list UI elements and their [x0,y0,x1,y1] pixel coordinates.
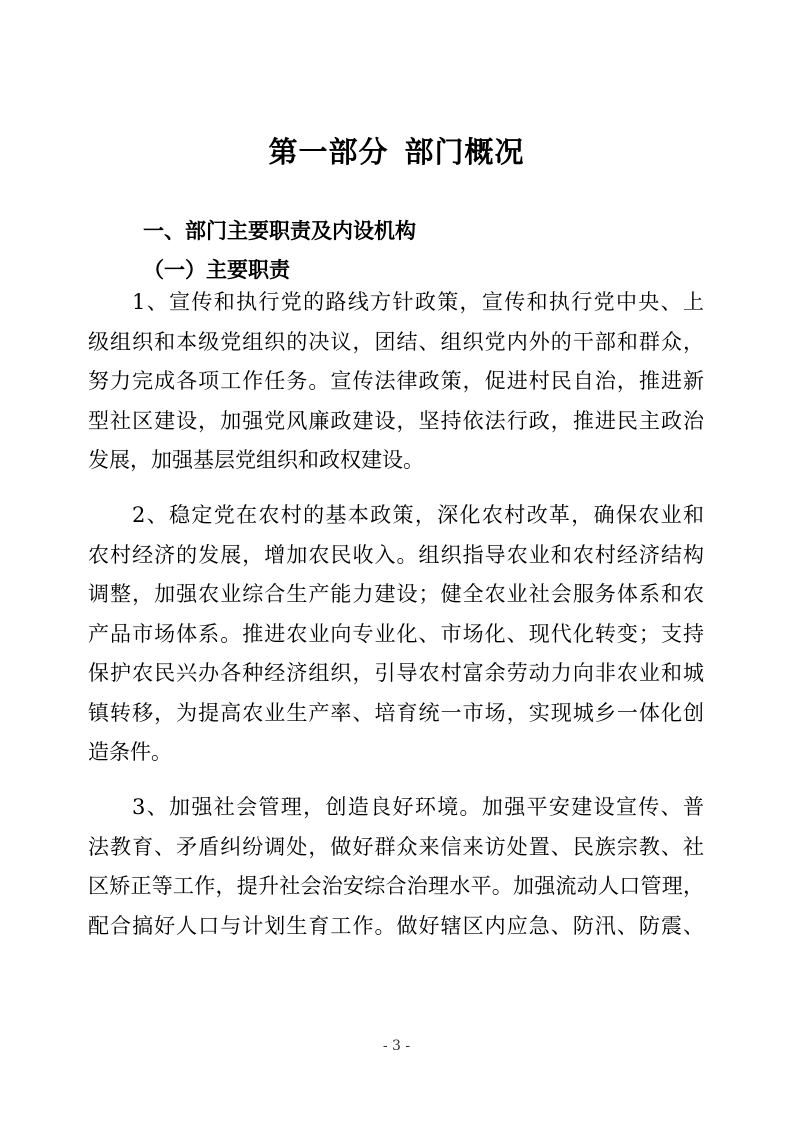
paragraph-line: 3、加强社会管理，创造良好环境。加强平安建设宣传、普 [132,795,704,819]
title-part-2: 部门概况 [404,135,525,169]
paragraph-2 [88,496,704,773]
paragraph-line: 2、稳定党在农村的基本政策，深化农村改革，确保农业和 [132,503,704,527]
page-number: - 3 - [382,1038,411,1054]
paragraph-line: 配合搞好人口与计划生育工作。做好辖区内应急、防汛、防震、 [88,913,704,938]
subsection-heading: （一）主要职责 [143,257,290,282]
paragraph-line: 镇转移，为提高农业生产率、培育统一市场，实现城乡一体化创 [88,700,704,725]
paragraph-3 [88,788,704,946]
paragraph-line: 发展，加强基层党组织和政权建设。 [88,448,424,472]
title-part-1: 第一部分 [268,135,389,169]
paragraph-line: 型社区建设，加强党风廉政建设，坚持依法行政，推进民主政治 [88,408,704,433]
paragraph-line: 调整，加强农业综合生产能力建设；健全农业社会服务体系和农 [88,582,704,606]
page-title [0,130,793,171]
paragraph-line: 努力完成各项工作任务。宣传法律政策，促进村民自治，推进新 [88,369,704,393]
paragraph-1 [88,283,704,481]
paragraph-line: 级组织和本级党组织的决议，团结、组织党内外的干部和群众， [88,329,704,354]
paragraph-line: 1、宣传和执行党的路线方针政策，宣传和执行党中央、上 [132,290,704,314]
paragraph-line: 区矫正等工作，提升社会治安综合治理水平。加强流动人口管理， [88,874,704,898]
paragraph-line: 农村经济的发展，增加农民收入。组织指导农业和农村经济结构 [88,542,704,567]
paragraph-line: 法教育、矛盾纠纷调处，做好群众来信来访处置、民族宗教、社 [88,834,704,859]
paragraph-line: 产品市场体系。推进农业向专业化、市场化、现代化转变；支持 [88,621,704,646]
paragraph-line: 造条件。 [88,740,172,764]
section-heading: 一、部门主要职责及内设机构 [143,219,416,243]
paragraph-line: 保护农民兴办各种经济组织，引导农村富余劳动力向非农业和城 [88,661,704,685]
